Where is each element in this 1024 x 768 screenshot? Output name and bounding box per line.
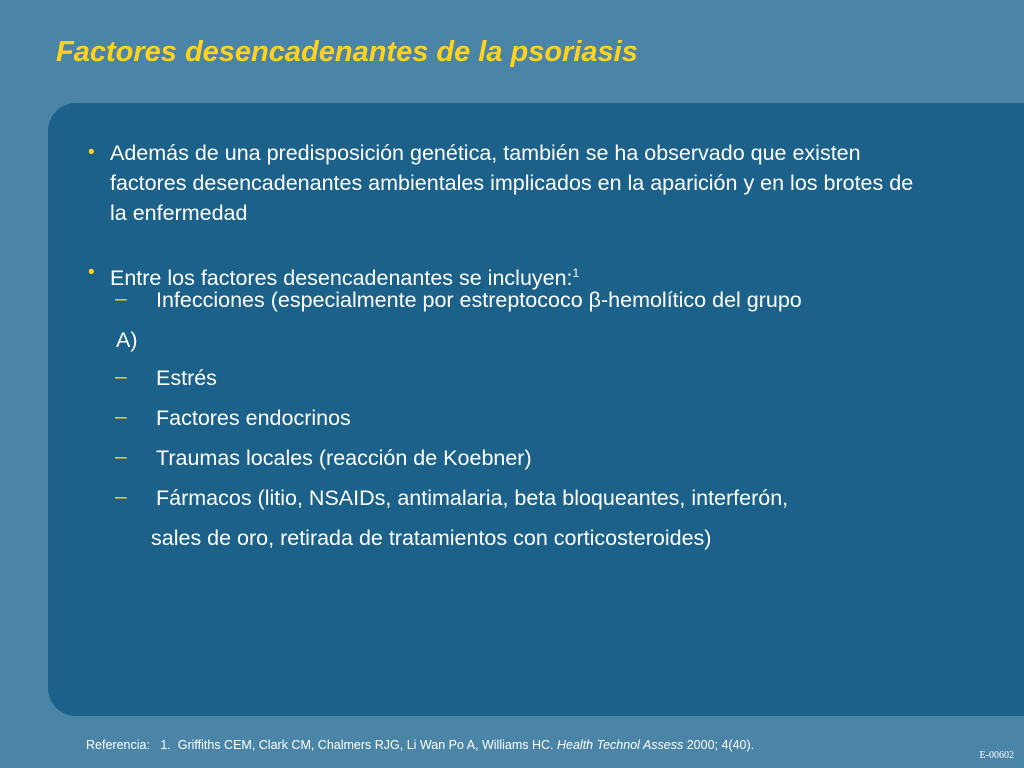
bullet-marker: • bbox=[88, 142, 95, 163]
sub-item-text: Estrés bbox=[156, 366, 217, 390]
bullet-text: Además de una predisposición genética, también se ha observado que existen factores desencadenantes ambientales implicados en la aparición y en los brotes de la enfermedad bbox=[110, 141, 914, 225]
reference-journal: Health Technol Assess bbox=[557, 738, 684, 752]
sub-item-text-continued: sales de oro, retirada de tratamientos con corticosteroides) bbox=[151, 526, 712, 550]
sub-item-text-continued: A) bbox=[116, 328, 138, 352]
sub-item-text: Infecciones (especialmente por estreptococo β-hemolítico del grupo bbox=[156, 288, 802, 312]
citation-superscript: 1 bbox=[572, 266, 580, 280]
sub-item-text: Traumas locales (reacción de Koebner) bbox=[156, 446, 532, 470]
reference-year: 2000; 4(40). bbox=[686, 738, 755, 752]
reference-number: 1. bbox=[160, 738, 171, 752]
reference-footnote bbox=[86, 738, 754, 752]
slide-code: E-00602 bbox=[979, 750, 1014, 761]
bullet-item bbox=[88, 138, 930, 228]
bullet-marker: • bbox=[88, 262, 95, 283]
sub-item-text: Fármacos (litio, NSAIDs, antimalaria, beta bloqueantes, interferón, bbox=[156, 486, 789, 510]
dash-marker: – bbox=[115, 365, 127, 388]
dash-marker: – bbox=[115, 405, 127, 428]
reference-authors: Griffiths CEM, Clark CM, Chalmers RJG, Li Wan Po A, Williams HC. bbox=[177, 738, 554, 752]
dash-marker: – bbox=[115, 287, 127, 310]
slide-title: Factores desencadenantes de la psoriasis bbox=[56, 36, 638, 68]
sub-item-text: Factores endocrinos bbox=[156, 406, 351, 430]
dash-marker: – bbox=[115, 445, 127, 468]
reference-label: Referencia: bbox=[86, 738, 150, 752]
dash-marker: – bbox=[115, 485, 127, 508]
bullet-text: Entre los factores desencadenantes se incluyen: bbox=[110, 266, 573, 290]
